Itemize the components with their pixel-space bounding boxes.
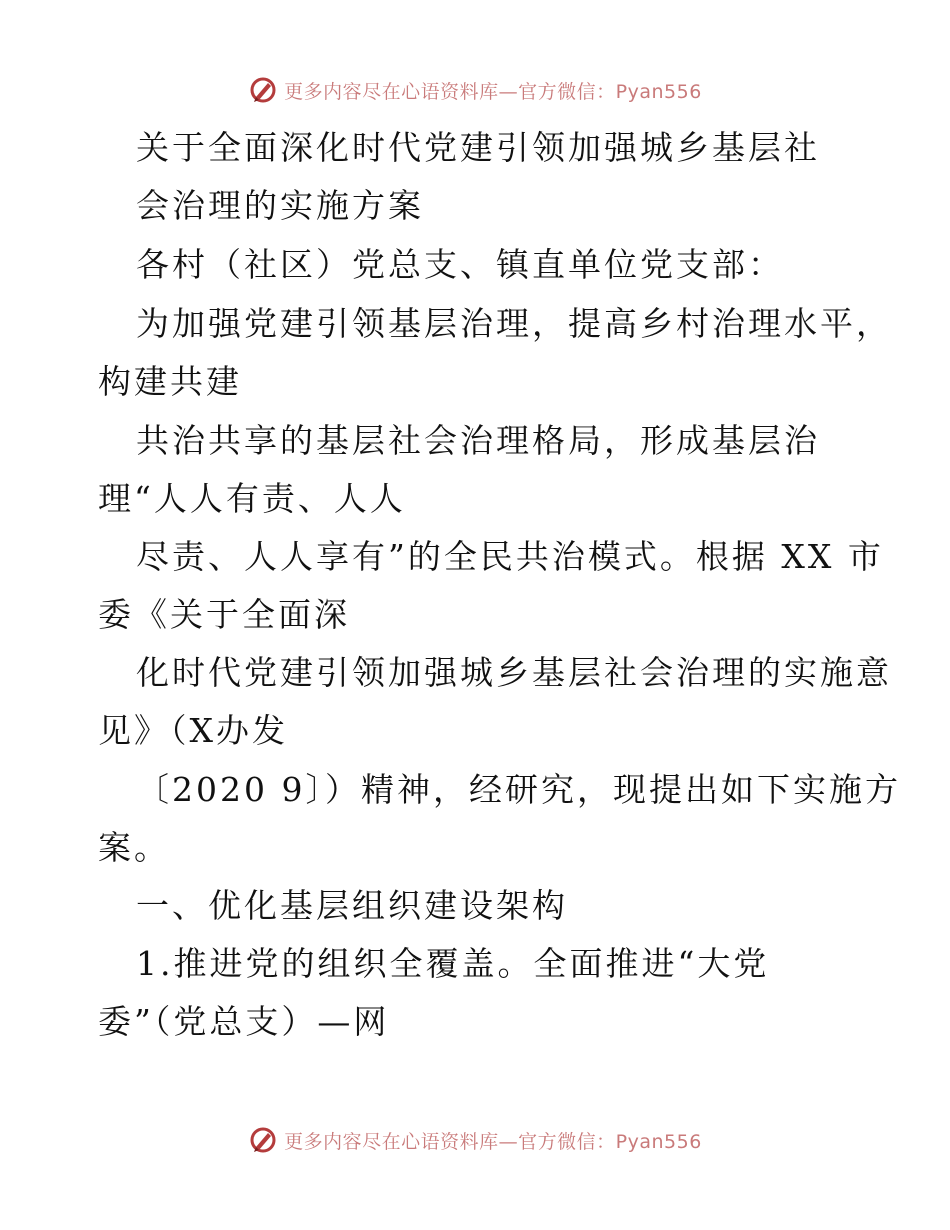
paragraph-line: 尽责、人人享有”的全民共治模式。根据 XX 市 bbox=[136, 537, 884, 576]
paragraph-line: 委《关于全面深 bbox=[98, 595, 350, 634]
addressee-line: 各村（社区）党总支、镇直单位党支部： bbox=[136, 245, 784, 284]
title-line-1: 关于全面深化时代党建引领加强城乡基层社 bbox=[136, 128, 820, 167]
paragraph-line: 〔2020 9〕）精神，经研究，现提出如下实施方 bbox=[136, 770, 901, 809]
section-heading: 一、优化基层组织建设架构 bbox=[136, 886, 568, 925]
paragraph-line: 见》（X办发 bbox=[98, 711, 288, 750]
paragraph-line: 为加强党建引领基层治理，提高乡村治理水平， bbox=[136, 304, 892, 343]
pen-ring-logo-icon bbox=[248, 1125, 278, 1155]
pen-ring-logo-icon bbox=[248, 75, 278, 105]
header-watermark bbox=[0, 70, 950, 110]
title-line-2: 会治理的实施方案 bbox=[136, 186, 424, 225]
paragraph-line: 理“人人有责、人人 bbox=[98, 479, 406, 518]
paragraph-line: 化时代党建引领加强城乡基层社会治理的实施意 bbox=[136, 653, 892, 692]
watermark-text: 更多内容尽在心语资料库—官方微信：Pyan556 bbox=[284, 1130, 702, 1153]
paragraph-line: 构建共建 bbox=[98, 362, 242, 401]
watermark-text: 更多内容尽在心语资料库—官方微信：Pyan556 bbox=[284, 80, 702, 103]
paragraph-line: 共治共享的基层社会治理格局，形成基层治 bbox=[136, 421, 820, 460]
paragraph-line: 1.推进党的组织全覆盖。全面推进“大党 bbox=[136, 944, 770, 983]
footer-watermark bbox=[0, 1120, 950, 1160]
paragraph-line: 案。 bbox=[98, 828, 170, 867]
paragraph-line: 委”（党总支）—网 bbox=[98, 1002, 390, 1041]
